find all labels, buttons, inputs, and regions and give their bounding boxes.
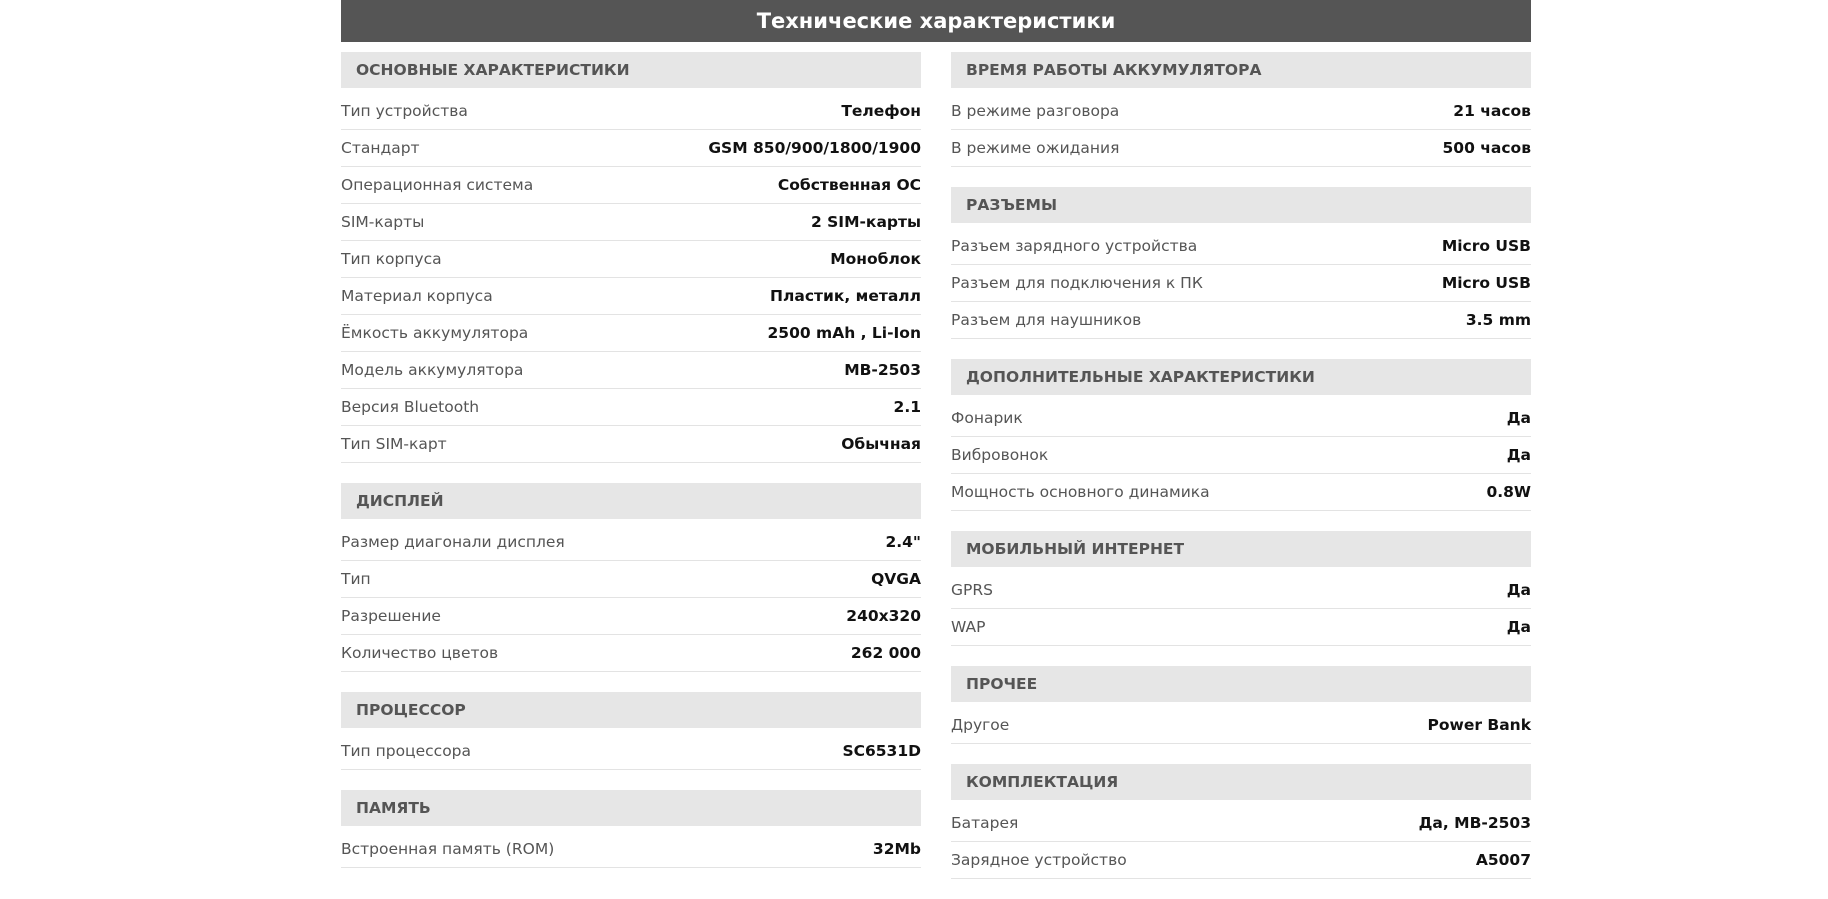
left-spec-column xyxy=(341,52,921,888)
spec-value: Телефон xyxy=(841,102,921,120)
spec-value: 2.1 xyxy=(893,398,921,416)
section-heading: ДИСПЛЕЙ xyxy=(341,483,921,519)
spec-label: Разъем зарядного устройства xyxy=(951,237,1198,255)
spec-value: 240x320 xyxy=(846,607,921,625)
spec-row xyxy=(341,278,921,315)
spec-value: 2 SIM-карты xyxy=(810,213,921,231)
spec-label: SIM-карты xyxy=(341,213,425,231)
spec-label: Тип xyxy=(341,570,371,588)
spec-row xyxy=(951,93,1531,130)
spec-row xyxy=(341,315,921,352)
spec-value: QVGA xyxy=(871,570,921,588)
section-heading: РАЗЪЕМЫ xyxy=(951,187,1531,223)
spec-value: Power Bank xyxy=(1427,716,1531,734)
spec-row xyxy=(341,93,921,130)
spec-label: GPRS xyxy=(951,581,993,599)
spec-value: GSM 850/900/1800/1900 xyxy=(708,139,921,157)
spec-value: Моноблок xyxy=(830,250,921,268)
section-heading: ПАМЯТЬ xyxy=(341,790,921,826)
spec-row xyxy=(951,707,1531,744)
spec-row xyxy=(341,204,921,241)
spec-value: Собственная ОС xyxy=(777,176,921,194)
spec-value: 500 часов xyxy=(1442,139,1531,157)
spec-label: Количество цветов xyxy=(341,644,499,662)
spec-label: Тип корпуса xyxy=(341,250,442,268)
spec-value: 21 часов xyxy=(1453,102,1531,120)
page-title: Технические характеристики xyxy=(341,0,1531,42)
section-heading: МОБИЛЬНЫЙ ИНТЕРНЕТ xyxy=(951,531,1531,567)
spec-label: Разъем для подключения к ПК xyxy=(951,274,1203,292)
spec-row xyxy=(341,130,921,167)
spec-row xyxy=(951,805,1531,842)
spec-row xyxy=(341,352,921,389)
spec-label: Другое xyxy=(951,716,1010,734)
spec-section xyxy=(951,359,1531,511)
spec-value: Обычная xyxy=(841,435,921,453)
spec-section xyxy=(341,692,921,770)
spec-label: Операционная система xyxy=(341,176,534,194)
spec-section xyxy=(951,764,1531,879)
spec-value: Micro USB xyxy=(1441,274,1531,292)
spec-value: 2.4" xyxy=(885,533,921,551)
spec-row xyxy=(341,598,921,635)
spec-label: Материал корпуса xyxy=(341,287,493,305)
spec-label: Мощность основного динамика xyxy=(951,483,1210,501)
spec-value: Да xyxy=(1506,581,1531,599)
spec-label: WAP xyxy=(951,618,986,636)
spec-row xyxy=(951,842,1531,879)
spec-section xyxy=(951,531,1531,646)
spec-value: 3.5 mm xyxy=(1465,311,1531,329)
spec-section xyxy=(341,52,921,463)
spec-row xyxy=(341,524,921,561)
spec-value: 262 000 xyxy=(850,644,921,662)
spec-row xyxy=(951,572,1531,609)
spec-columns xyxy=(341,42,1531,869)
spec-row xyxy=(341,635,921,672)
spec-label: Зарядное устройство xyxy=(951,851,1127,869)
spec-label: Тип SIM-карт xyxy=(341,435,447,453)
spec-value: MB-2503 xyxy=(844,361,921,379)
spec-row xyxy=(341,733,921,770)
specs-panel xyxy=(341,0,1531,869)
spec-row xyxy=(341,831,921,868)
section-heading: ДОПОЛНИТЕЛЬНЫЕ ХАРАКТЕРИСТИКИ xyxy=(951,359,1531,395)
spec-value: A5007 xyxy=(1475,851,1531,869)
spec-label: Разъем для наушников xyxy=(951,311,1142,329)
spec-section xyxy=(341,483,921,672)
spec-label: Вибровонок xyxy=(951,446,1049,464)
spec-row xyxy=(951,474,1531,511)
spec-value: 0.8W xyxy=(1486,483,1531,501)
spec-value: SC6531D xyxy=(842,742,921,760)
spec-label: Разрешение xyxy=(341,607,441,625)
spec-value: Пластик, металл xyxy=(770,287,921,305)
section-heading: ОСНОВНЫЕ ХАРАКТЕРИСТИКИ xyxy=(341,52,921,88)
spec-section xyxy=(951,52,1531,167)
spec-row xyxy=(341,426,921,463)
spec-label: Модель аккумулятора xyxy=(341,361,524,379)
spec-label: Батарея xyxy=(951,814,1019,832)
spec-row xyxy=(341,167,921,204)
spec-label: Фонарик xyxy=(951,409,1023,427)
spec-row xyxy=(951,437,1531,474)
section-heading: КОМПЛЕКТАЦИЯ xyxy=(951,764,1531,800)
spec-section xyxy=(951,666,1531,744)
spec-value: 2500 mAh , Li-Ion xyxy=(767,324,921,342)
spec-label: В режиме ожидания xyxy=(951,139,1120,157)
spec-label: Встроенная память (ROM) xyxy=(341,840,555,858)
spec-label: Ёмкость аккумулятора xyxy=(341,324,529,342)
spec-section xyxy=(341,790,921,868)
spec-value: Да xyxy=(1506,446,1531,464)
spec-row xyxy=(341,241,921,278)
spec-section xyxy=(951,187,1531,339)
spec-value: Да, MB-2503 xyxy=(1418,814,1531,832)
spec-label: Тип устройства xyxy=(341,102,468,120)
spec-label: Стандарт xyxy=(341,139,420,157)
spec-row xyxy=(951,265,1531,302)
section-heading: ПРОЧЕЕ xyxy=(951,666,1531,702)
spec-row xyxy=(951,228,1531,265)
spec-row xyxy=(341,389,921,426)
spec-label: Версия Bluetooth xyxy=(341,398,480,416)
spec-label: Размер диагонали дисплея xyxy=(341,533,565,551)
spec-value: Micro USB xyxy=(1441,237,1531,255)
spec-row xyxy=(951,130,1531,167)
spec-label: В режиме разговора xyxy=(951,102,1120,120)
right-spec-column xyxy=(951,52,1531,899)
spec-row xyxy=(951,400,1531,437)
spec-row xyxy=(951,302,1531,339)
section-heading: ПРОЦЕССОР xyxy=(341,692,921,728)
section-heading: ВРЕМЯ РАБОТЫ АККУМУЛЯТОРА xyxy=(951,52,1531,88)
spec-value: Да xyxy=(1506,618,1531,636)
spec-label: Тип процессора xyxy=(341,742,472,760)
spec-value: Да xyxy=(1506,409,1531,427)
spec-value: 32Mb xyxy=(872,840,921,858)
spec-row xyxy=(341,561,921,598)
spec-row xyxy=(951,609,1531,646)
